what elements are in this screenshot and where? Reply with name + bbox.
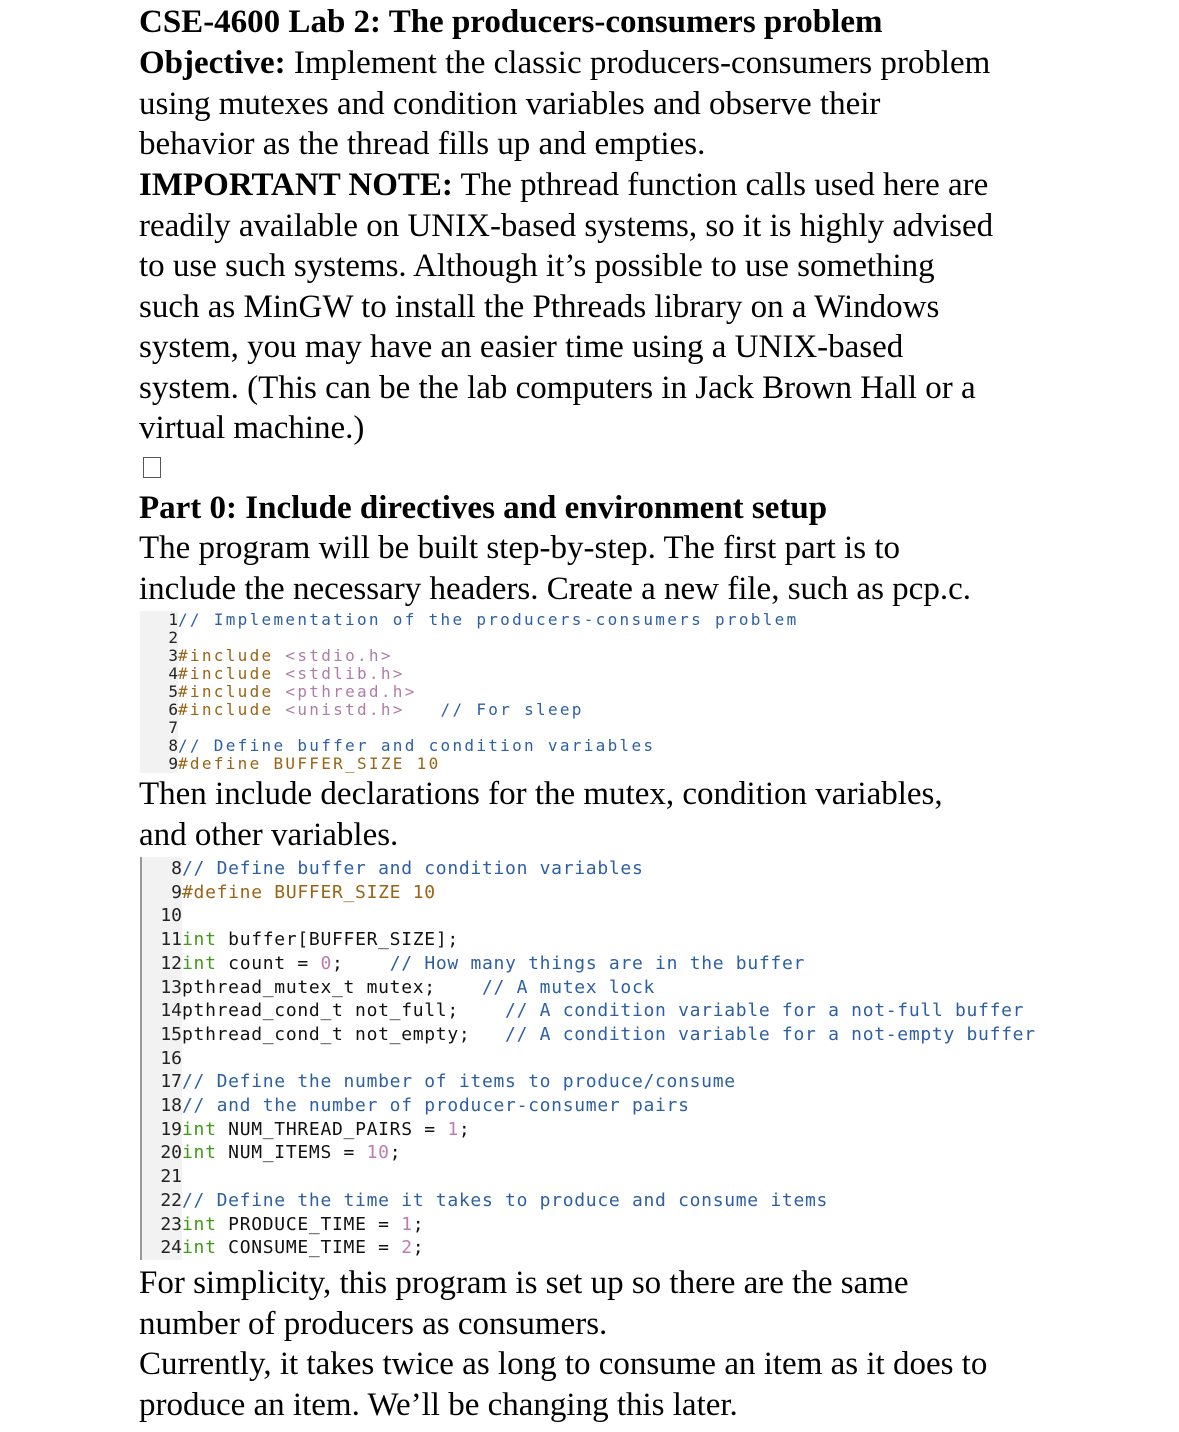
code-token: buffer[BUFFER_SIZE]; bbox=[216, 929, 459, 951]
code-token: #include bbox=[178, 646, 286, 665]
code-token: int bbox=[182, 1142, 217, 1164]
code-token: // and the number of producer-consumer pairs bbox=[182, 1095, 690, 1117]
line-number: 1 bbox=[140, 611, 178, 629]
code-token: ; bbox=[458, 1118, 471, 1140]
line-number: 3 bbox=[140, 647, 178, 665]
line-number: 2 bbox=[140, 629, 178, 647]
code-line bbox=[140, 683, 799, 701]
code-line bbox=[142, 1165, 1036, 1189]
code-token: <pthread.h> bbox=[285, 682, 417, 701]
line-number: 21 bbox=[142, 1165, 182, 1189]
code-token: PRODUCE_TIME = bbox=[216, 1213, 402, 1235]
line-number: 14 bbox=[142, 999, 182, 1023]
code-token: 0 bbox=[320, 952, 333, 974]
code-line bbox=[142, 999, 1036, 1023]
part0-heading: Part 0: Include directives and environment setup bbox=[139, 490, 828, 526]
code-token: ; bbox=[332, 952, 390, 974]
code-line bbox=[140, 647, 799, 665]
code-token: // Define the number of items to produce/consume bbox=[182, 1071, 736, 1093]
code-token: NUM_THREAD_PAIRS = bbox=[216, 1118, 448, 1140]
code-token: // Define the time it takes to produce and consume items bbox=[182, 1189, 829, 1211]
line-number: 19 bbox=[142, 1118, 182, 1142]
code-token: ; bbox=[412, 1237, 425, 1259]
code-token: 2 bbox=[401, 1237, 413, 1259]
code-line bbox=[142, 857, 1036, 881]
code-line bbox=[142, 1141, 1036, 1165]
code-token: 10 bbox=[366, 1142, 390, 1164]
code-token: // A condition variable for a not-empty buffer bbox=[505, 1023, 1036, 1045]
code-token: #define BUFFER_SIZE 10 bbox=[182, 881, 436, 903]
code-block-declarations bbox=[140, 857, 1036, 1260]
code-token: CONSUME_TIME = bbox=[216, 1237, 402, 1259]
code-token bbox=[405, 700, 441, 719]
code-line bbox=[142, 1189, 1036, 1213]
code-token: int bbox=[182, 929, 217, 951]
line-number: 7 bbox=[140, 719, 178, 737]
code-line bbox=[142, 1236, 1036, 1260]
code-token: count = bbox=[216, 952, 321, 974]
code-token: int bbox=[182, 1118, 217, 1140]
code-token: #include bbox=[178, 664, 286, 683]
code-token: int bbox=[182, 952, 217, 974]
code-token: <stdlib.h> bbox=[285, 664, 405, 683]
objective-paragraph: Objective: Implement the classic producers-consumers problem using mutexes and condition variables and observe their behavior as the thread fills up and empties. bbox=[139, 45, 991, 162]
code-token: ; bbox=[412, 1213, 425, 1235]
line-number: 23 bbox=[142, 1213, 182, 1237]
code-token: #include bbox=[178, 700, 286, 719]
line-number: 8 bbox=[142, 857, 182, 881]
code-token: int bbox=[182, 1237, 217, 1259]
code-token: // How many things are in the buffer bbox=[389, 952, 806, 974]
code-token: #include bbox=[178, 682, 286, 701]
code-token: NUM_ITEMS = bbox=[216, 1142, 367, 1164]
checkbox[interactable] bbox=[143, 457, 161, 478]
line-number: 11 bbox=[142, 928, 182, 952]
code-line bbox=[140, 701, 799, 719]
code-token: <unistd.h> bbox=[285, 700, 405, 719]
line-number: 15 bbox=[142, 1023, 182, 1047]
line-number: 17 bbox=[142, 1070, 182, 1094]
code-line bbox=[140, 755, 799, 773]
line-number: 10 bbox=[142, 904, 182, 928]
line-number: 22 bbox=[142, 1189, 182, 1213]
line-number: 5 bbox=[140, 683, 178, 701]
code-token: <stdio.h> bbox=[285, 646, 393, 665]
code-line bbox=[142, 1047, 1036, 1071]
page-title: CSE-4600 Lab 2: The producers-consumers problem bbox=[139, 4, 883, 40]
code-line bbox=[140, 719, 799, 737]
code-token: // Define buffer and condition variables bbox=[178, 736, 656, 755]
line-number: 9 bbox=[140, 755, 178, 773]
important-note-paragraph: IMPORTANT NOTE: The pthread function calls used here are readily available on UNIX-based systems, so it is highly advised to use such systems. Although it’s possible to use something such as MinGW to install the Pthreads library on a Windows system, you may have an easier time using a UNIX-based system. (This can be the lab computers in Jack Brown Hall or a virtual machine.) bbox=[139, 167, 994, 446]
line-number: 13 bbox=[142, 976, 182, 1000]
code-line bbox=[142, 1213, 1036, 1237]
code-line bbox=[140, 737, 799, 755]
code-token: ; bbox=[389, 1142, 402, 1164]
code-token: int bbox=[182, 1213, 217, 1235]
code-token: // For sleep bbox=[440, 700, 584, 719]
line-number: 12 bbox=[142, 952, 182, 976]
code-block-headers bbox=[140, 611, 799, 773]
code-line bbox=[140, 665, 799, 683]
code-line bbox=[142, 1094, 1036, 1118]
code-token: // A mutex lock bbox=[481, 976, 656, 998]
code-token: 1 bbox=[447, 1118, 459, 1140]
line-number: 18 bbox=[142, 1094, 182, 1118]
code-token: pthread_cond_t not_empty; bbox=[182, 1023, 506, 1045]
code-line bbox=[142, 928, 1036, 952]
code-line bbox=[142, 976, 1036, 1000]
line-number: 24 bbox=[142, 1236, 182, 1260]
code-token: pthread_mutex_t mutex; bbox=[182, 976, 482, 998]
code-line bbox=[142, 1070, 1036, 1094]
code-line bbox=[142, 881, 1036, 905]
code-line bbox=[140, 611, 799, 629]
line-number: 4 bbox=[140, 665, 178, 683]
code-line bbox=[140, 629, 799, 647]
declarations-intro: Then include declarations for the mutex, condition variables, and other variables. bbox=[139, 776, 943, 853]
line-number: 16 bbox=[142, 1047, 182, 1071]
code-line bbox=[142, 1118, 1036, 1142]
code-token: // Implementation of the producers-consumers problem bbox=[178, 610, 799, 629]
code-token: 1 bbox=[401, 1213, 413, 1235]
code-line bbox=[142, 1023, 1036, 1047]
part0-intro: The program will be built step-by-step. The first part is to include the necessary headers. Create a new file, such as pcp.c. bbox=[139, 530, 971, 607]
code-line bbox=[142, 904, 1036, 928]
code-line bbox=[142, 952, 1036, 976]
code-token: // Define buffer and condition variables bbox=[182, 858, 644, 879]
code-token: #define BUFFER_SIZE 10 bbox=[178, 754, 441, 773]
code-token: pthread_cond_t not_full; bbox=[182, 1000, 506, 1022]
line-number: 20 bbox=[142, 1141, 182, 1165]
line-number: 9 bbox=[142, 881, 182, 905]
closing-paragraph: For simplicity, this program is set up so there are the same number of producers as consumers. Currently, it takes twice as long to consume an item as it does to produce an item. We’ll be changing this later. bbox=[139, 1265, 988, 1423]
line-number: 6 bbox=[140, 701, 178, 719]
code-token: // A condition variable for a not-full buffer bbox=[505, 1000, 1025, 1022]
line-number: 8 bbox=[140, 737, 178, 755]
